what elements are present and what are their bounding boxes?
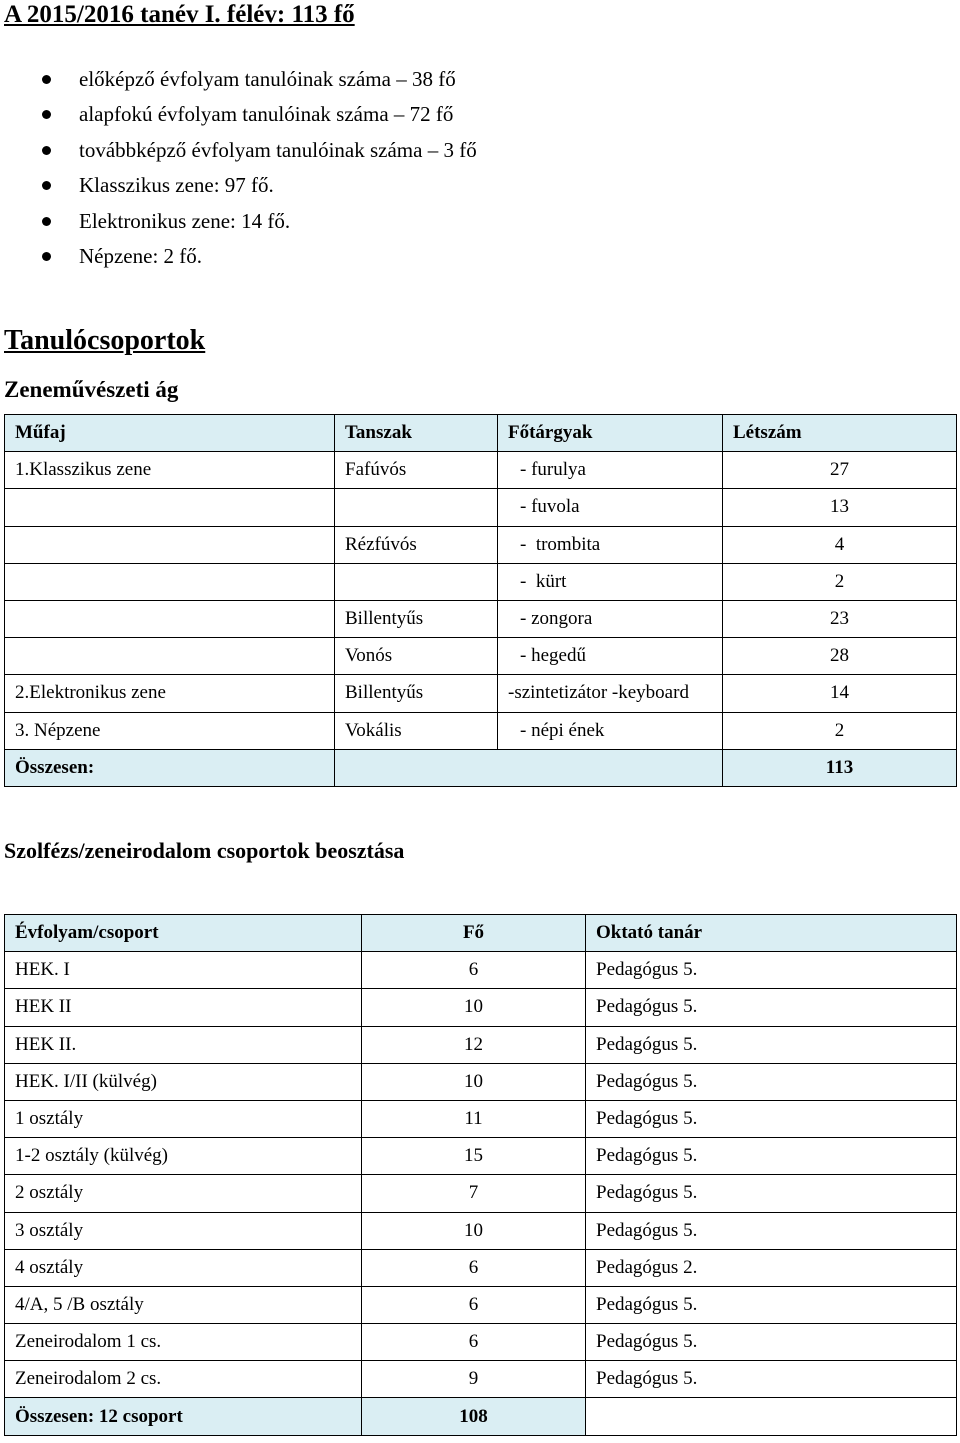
summary-item-text: Népzene: 2 fő. [79,243,203,268]
cell-teacher: Pedagógus 5. [586,1100,957,1137]
table-header-row [5,915,957,952]
cell-headcount: 27 [723,452,957,489]
total-label: Összesen: [5,749,335,786]
page-title: A 2015/2016 tanév I. félév: 113 fő [4,1,355,28]
cell-headcount: 4 [723,526,957,563]
column-header-count: Fő [362,915,586,952]
cell-department: Fafúvós [335,452,498,489]
cell-count: 10 [362,1212,586,1249]
cell-teacher: Pedagógus 5. [586,952,957,989]
summary-item-text: továbbképző évfolyam tanulóinak száma – 3 fő [79,137,477,162]
cell-grade-group: Zeneirodalom 1 cs. [5,1324,362,1361]
cell-grade-group: HEK. I/II (külvég) [5,1063,362,1100]
summary-item-text: alapfokú évfolyam tanulóinak száma – 72 fő [79,102,454,127]
summary-item-text: Klasszikus zene: 97 fő. [79,173,274,198]
column-header-teacher: Oktató tanár [586,915,957,952]
bullet-icon [42,181,51,190]
cell-genre: 1.Klasszikus zene [5,452,335,489]
table-row [5,489,957,526]
table-row [5,1286,957,1323]
bullet-icon [42,110,51,119]
table-row [5,1138,957,1175]
table-header-row [5,415,957,452]
table-row [5,526,957,563]
table-total-row [5,749,957,786]
cell-genre: 2.Elektronikus zene [5,675,335,712]
total-empty-cell [586,1398,957,1435]
solfege-table-body [5,952,957,1435]
bullet-icon [42,75,51,84]
table-row [5,638,957,675]
total-value: 108 [362,1398,586,1435]
cell-grade-group: 1-2 osztály (külvég) [5,1138,362,1175]
section-title-solfege: Szolfézs/zeneirodalom csoportok beosztása [4,838,405,863]
cell-grade-group: 4/A, 5 /B osztály [5,1286,362,1323]
cell-teacher: Pedagógus 2. [586,1249,957,1286]
cell-grade-group: 2 osztály [5,1175,362,1212]
cell-headcount: 28 [723,638,957,675]
cell-genre [5,638,335,675]
cell-department [335,563,498,600]
cell-grade-group: HEK II [5,989,362,1026]
cell-genre [5,489,335,526]
table-row [5,1100,957,1137]
summary-item [0,204,477,239]
column-header-main-subjects: Főtárgyak [498,415,723,452]
groups-table [4,414,957,787]
cell-teacher: Pedagógus 5. [586,1361,957,1398]
cell-headcount: 2 [723,712,957,749]
table-row [5,1361,957,1398]
column-header-grade-group: Évfolyam/csoport [5,915,362,952]
table-row [5,952,957,989]
cell-genre [5,563,335,600]
cell-headcount: 13 [723,489,957,526]
bullet-icon [42,252,51,261]
cell-teacher: Pedagógus 5. [586,1212,957,1249]
summary-item-text: előképző évfolyam tanulóinak száma – 38 fő [79,67,456,91]
cell-teacher: Pedagógus 5. [586,989,957,1026]
cell-teacher: Pedagógus 5. [586,1286,957,1323]
summary-list [0,62,477,274]
cell-subject: - kürt [498,563,723,600]
table-row [5,1063,957,1100]
cell-department: Vokális [335,712,498,749]
cell-grade-group: HEK. I [5,952,362,989]
cell-genre: 3. Népzene [5,712,335,749]
cell-grade-group: 4 osztály [5,1249,362,1286]
table-total-row [5,1398,957,1435]
table-row [5,1212,957,1249]
cell-count: 6 [362,952,586,989]
cell-department: Vonós [335,638,498,675]
summary-item-text: Elektronikus zene: 14 fő. [79,208,291,233]
cell-count: 6 [362,1249,586,1286]
table-row [5,675,957,712]
section-title-groups: Tanulócsoportok [4,325,206,356]
table-row [5,712,957,749]
cell-department: Billentyűs [335,600,498,637]
cell-count: 15 [362,1138,586,1175]
cell-grade-group: Zeneirodalom 2 cs. [5,1361,362,1398]
total-value: 113 [723,749,957,786]
cell-headcount: 23 [723,600,957,637]
cell-teacher: Pedagógus 5. [586,1026,957,1063]
cell-genre [5,600,335,637]
cell-count: 7 [362,1175,586,1212]
cell-teacher: Pedagógus 5. [586,1324,957,1361]
section-subtitle-branch: Zeneművészeti ág [4,377,179,402]
cell-department: Rézfúvós [335,526,498,563]
cell-subject: - hegedű [498,638,723,675]
cell-headcount: 2 [723,563,957,600]
cell-genre [5,526,335,563]
cell-grade-group: 3 osztály [5,1212,362,1249]
summary-item [0,62,477,97]
summary-item [0,239,477,274]
cell-grade-group: 1 osztály [5,1100,362,1137]
column-header-department: Tanszak [335,415,498,452]
cell-subject: -szintetizátor -keyboard [498,675,723,712]
table-row [5,1324,957,1361]
cell-teacher: Pedagógus 5. [586,1138,957,1175]
cell-count: 6 [362,1324,586,1361]
solfege-table [4,914,957,1436]
table-row [5,989,957,1026]
total-empty-cell [335,749,723,786]
bullet-icon [42,217,51,226]
table-row [5,1175,957,1212]
column-header-genre: Műfaj [5,415,335,452]
cell-count: 12 [362,1026,586,1063]
cell-teacher: Pedagógus 5. [586,1175,957,1212]
cell-subject: - furulya [498,452,723,489]
cell-count: 11 [362,1100,586,1137]
cell-subject: - népi ének [498,712,723,749]
cell-headcount: 14 [723,675,957,712]
total-label: Összesen: 12 csoport [5,1398,362,1435]
cell-count: 9 [362,1361,586,1398]
bullet-icon [42,146,51,155]
table-row [5,600,957,637]
cell-teacher: Pedagógus 5. [586,1063,957,1100]
table-row [5,452,957,489]
summary-item [0,168,477,203]
summary-item [0,97,477,132]
cell-subject: - trombita [498,526,723,563]
table-row [5,1026,957,1063]
cell-count: 10 [362,1063,586,1100]
cell-subject: - fuvola [498,489,723,526]
cell-department: Billentyűs [335,675,498,712]
cell-count: 6 [362,1286,586,1323]
table-row [5,563,957,600]
table-row [5,1249,957,1286]
cell-department [335,489,498,526]
cell-subject: - zongora [498,600,723,637]
cell-count: 10 [362,989,586,1026]
cell-grade-group: HEK II. [5,1026,362,1063]
column-header-headcount: Létszám [723,415,957,452]
summary-item [0,133,477,168]
